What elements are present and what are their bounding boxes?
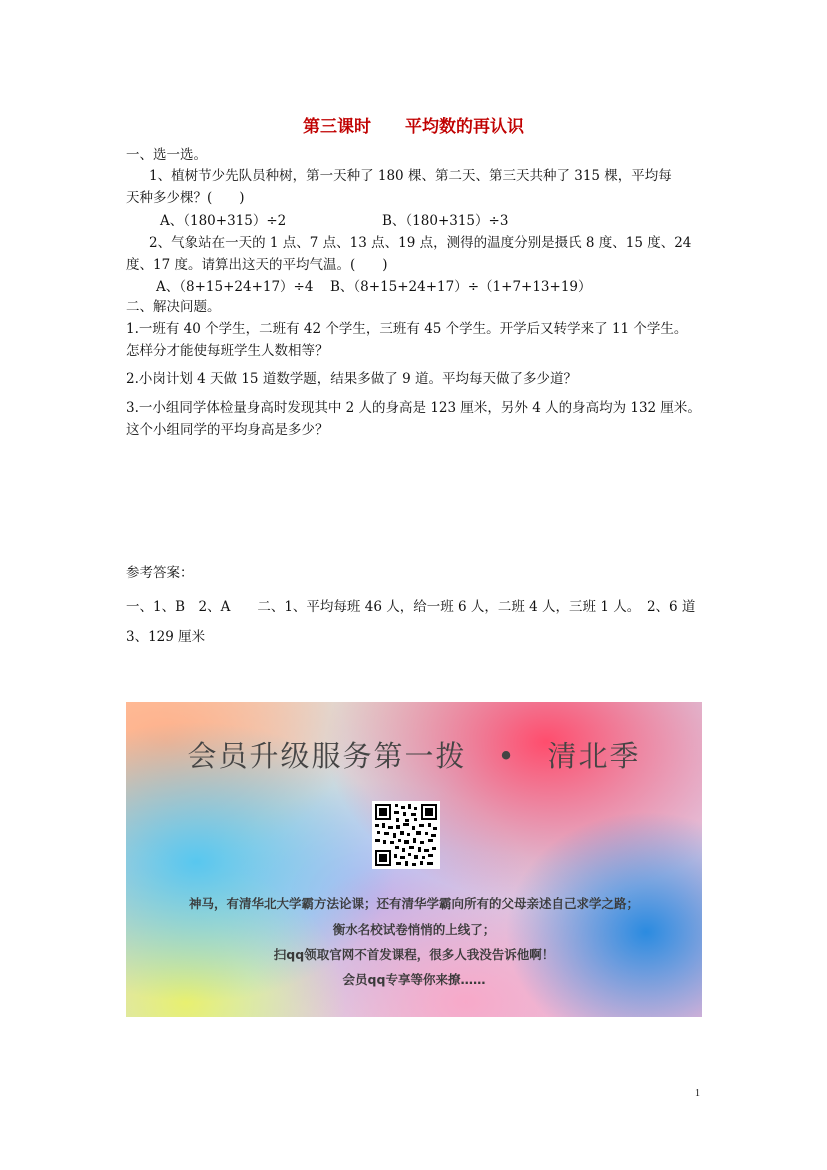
page-title: 第三课时 平均数的再认识 — [303, 117, 524, 137]
q2-option-b: B、（8+15+24+17）÷（1+7+13+19） — [330, 279, 592, 295]
answers-line1: 一、1、B 2、A 二、1、平均每班 46 人，给一班 6 人，二班 4 人，三班 1 人。 2、6 道 — [126, 599, 696, 615]
qr-code-icon[interactable] — [372, 801, 440, 869]
q2-option-a: A、（8+15+24+17）÷4 — [156, 279, 314, 295]
problem1-line1: 1.一班有 40 个学生，二班有 42 个学生，三班有 45 个学生。开学后又转学来了 11 个学生。 — [126, 321, 688, 337]
banner-line1: 神马，有清华北大学霸方法论课；还有清华学霸向所有的父母亲述自己求学之路； — [188, 896, 639, 911]
q1-text-line2: 天种多少棵？( ) — [126, 190, 245, 206]
banner-line4: 会员qq专享等你来撩…… — [342, 972, 486, 987]
banner-line3: 扫qq领取官网不首发课程，很多人我没告诉他啊！ — [273, 947, 555, 962]
q2-text-line1: 2、气象站在一天的 1 点、7 点、13 点、19 点，测得的温度分别是摄氏 8 度、15 度、24 — [149, 235, 692, 251]
answers-heading: 参考答案： — [126, 565, 194, 581]
banner-line2: 衡水名校试卷悄悄的上线了； — [332, 922, 496, 937]
page-number: 1 — [695, 1088, 700, 1099]
q1-option-b: B、（180+315）÷3 — [382, 213, 509, 229]
q1-option-a: A、（180+315）÷2 — [160, 213, 287, 229]
problem2: 2.小岗计划 4 天做 15 道数学题，结果多做了 9 道。平均每天做了多少道？ — [126, 371, 577, 387]
q1-text-line1: 1、植树节少先队员种树，第一天种了 180 棵、第二天、第三天共种了 315 棵，平均每 — [149, 168, 672, 184]
promo-banner[interactable] — [126, 702, 702, 1017]
problem1-line2: 怎样分才能使每班学生人数相等？ — [126, 343, 329, 359]
q2-text-line2: 度、17 度。请算出这天的平均气温。( ) — [126, 257, 388, 273]
problem3-line2: 这个小组同学的平均身高是多少？ — [126, 422, 329, 438]
banner-title: 会员升级服务第一拨 • 清北季 — [187, 739, 641, 773]
answers-line2: 3、129 厘米 — [126, 629, 206, 645]
problem3-line1: 3.一小组同学体检量身高时发现其中 2 人的身高是 123 厘米，另外 4 人的身高均为 132 厘米。 — [126, 400, 701, 416]
section1-heading: 一、选一选。 — [126, 147, 207, 163]
section2-heading: 二、解决问题。 — [126, 299, 221, 315]
